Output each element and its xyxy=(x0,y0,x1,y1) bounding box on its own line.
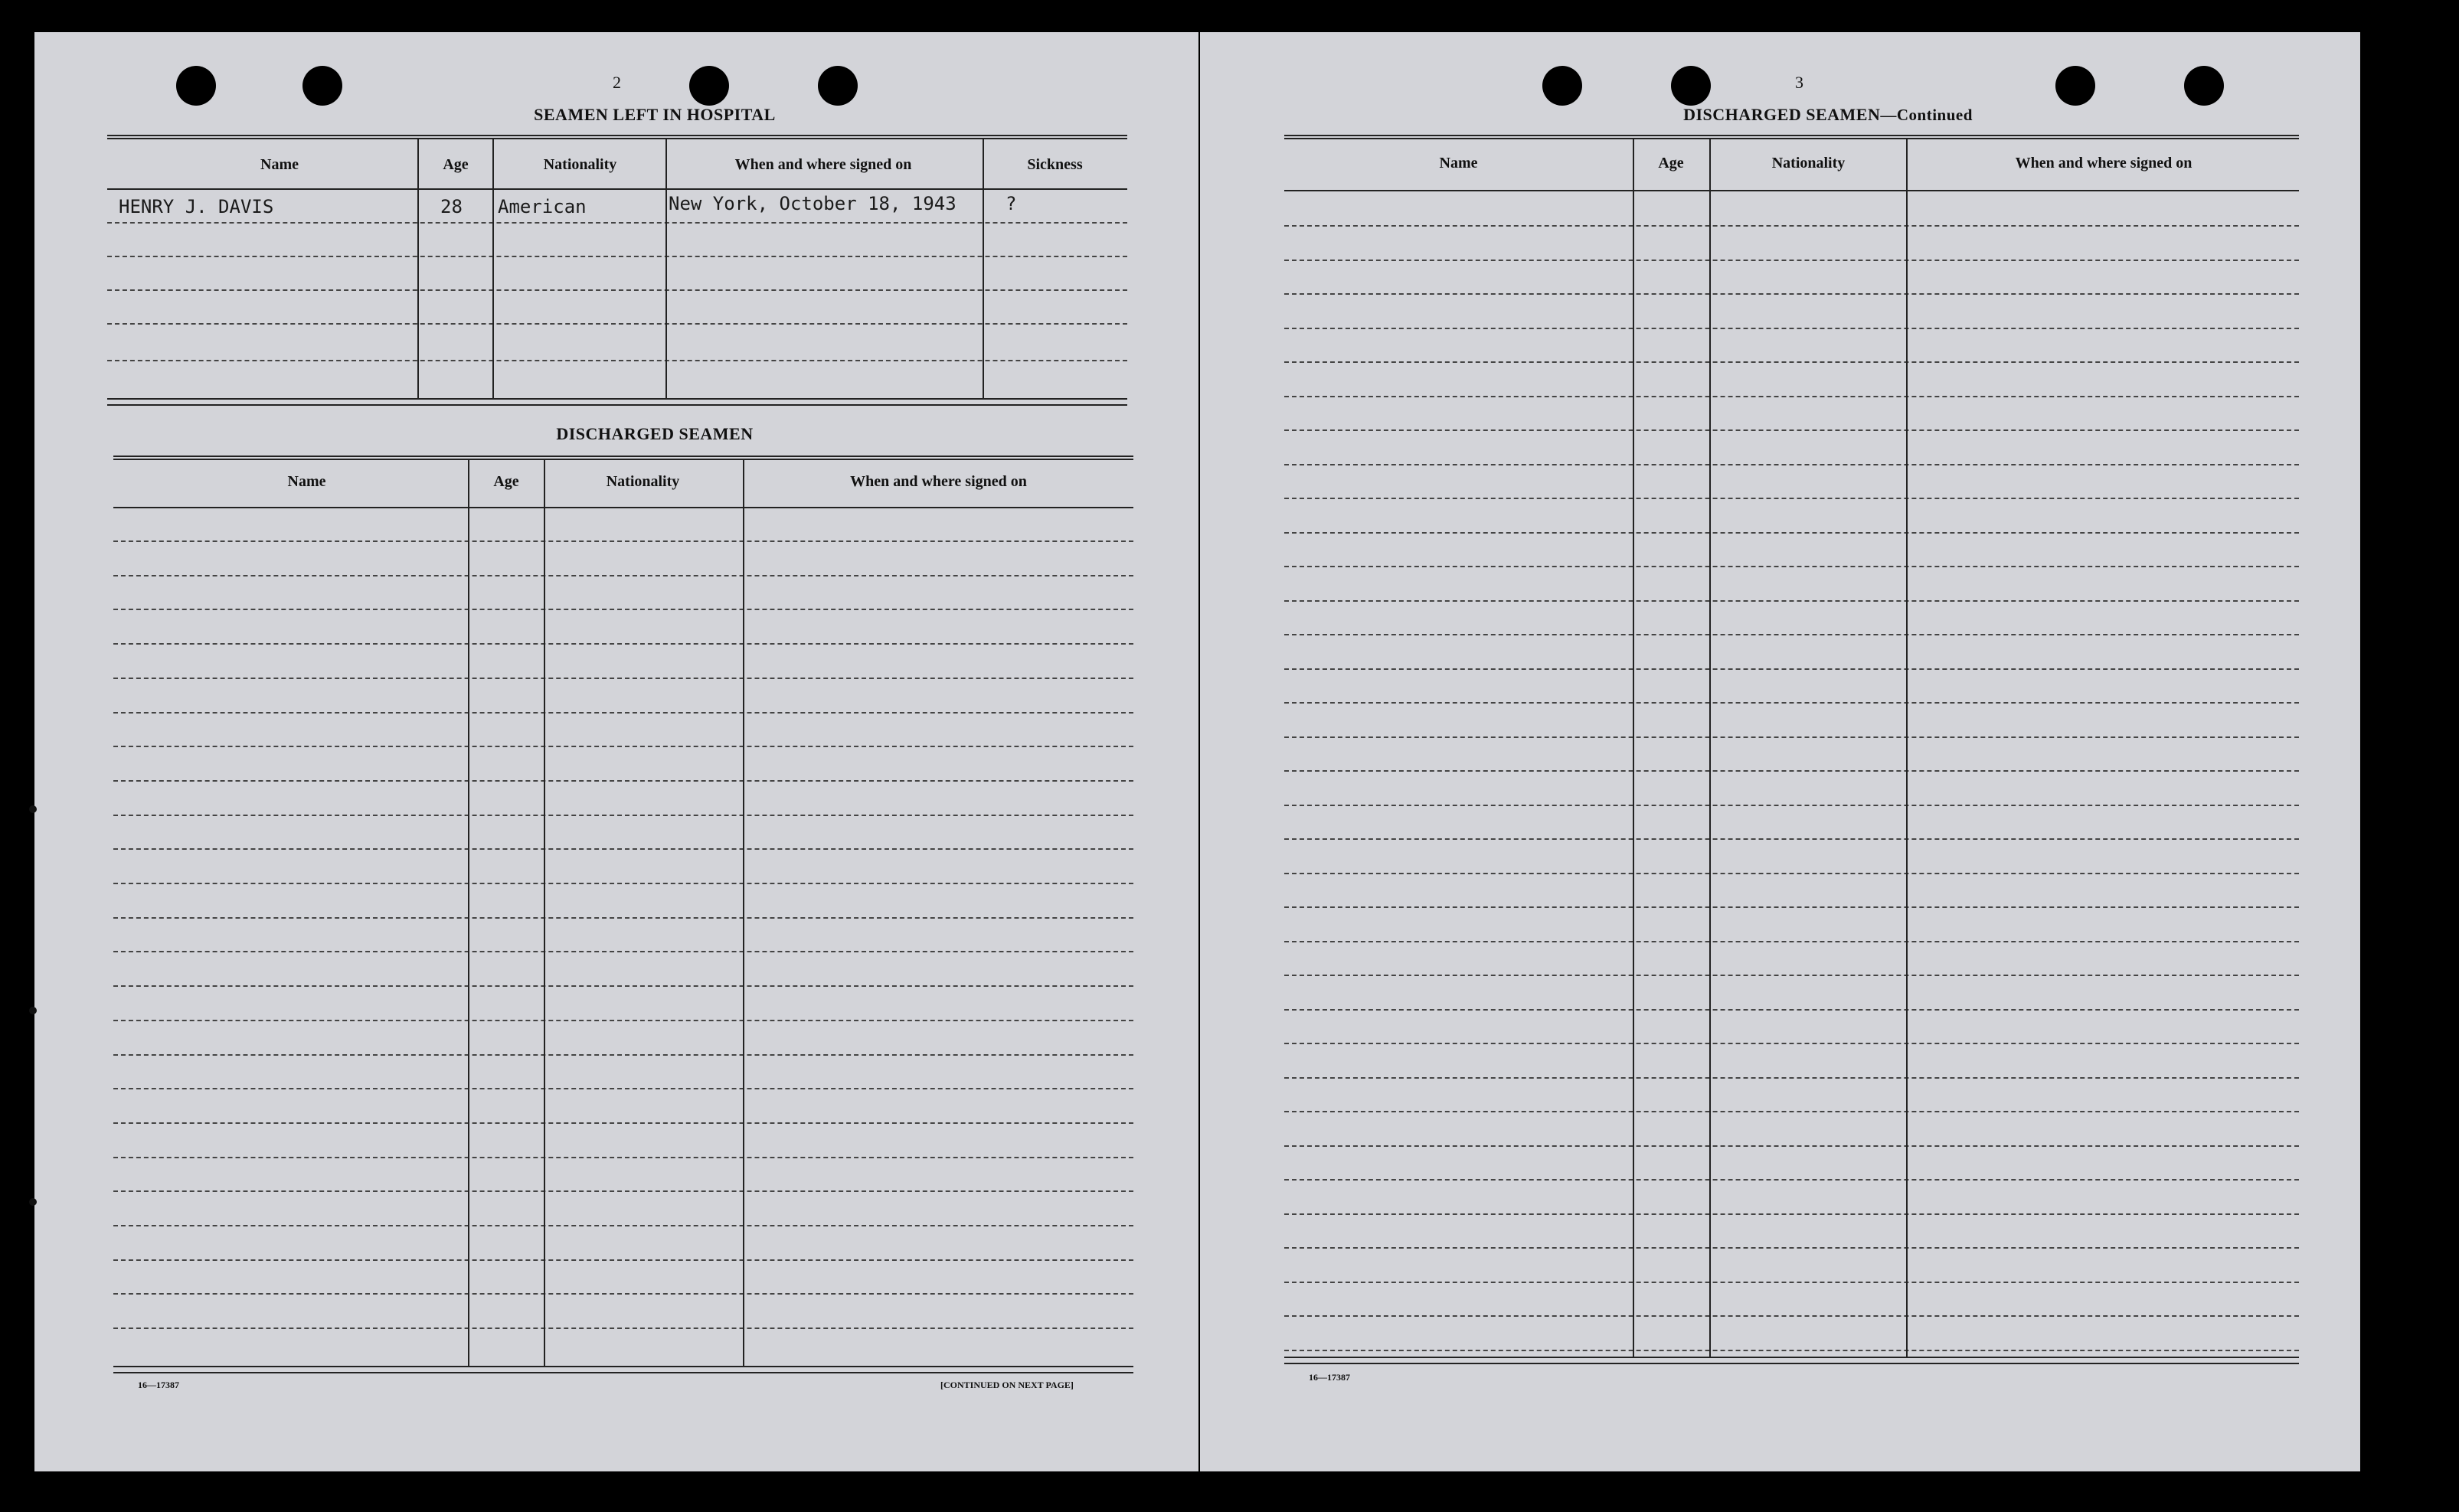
row-rule xyxy=(1284,770,2299,772)
entry-nationality: American xyxy=(498,196,587,217)
row-rule xyxy=(113,1293,1133,1295)
edge-mark xyxy=(29,1198,37,1206)
punch-hole xyxy=(2184,66,2224,106)
row-rule xyxy=(113,780,1133,782)
row-rule xyxy=(113,609,1133,610)
row-rule xyxy=(1284,1350,2299,1351)
row-rule xyxy=(113,746,1133,747)
row-rule xyxy=(113,883,1133,884)
header-rule xyxy=(107,188,1127,190)
table-bottom-rule xyxy=(107,398,1127,400)
column-header-name: Name xyxy=(287,473,326,490)
column-header-age: Age xyxy=(443,156,469,173)
column-divider xyxy=(983,139,984,398)
row-rule xyxy=(1284,906,2299,908)
row-rule xyxy=(1284,668,2299,670)
row-rule xyxy=(1284,293,2299,295)
column-divider xyxy=(1633,139,1634,1357)
column-divider xyxy=(665,139,667,398)
row-rule xyxy=(113,1327,1133,1329)
row-rule xyxy=(1284,1213,2299,1215)
row-rule xyxy=(1284,1145,2299,1147)
continued-note: [CONTINUED ON NEXT PAGE] xyxy=(940,1380,1074,1390)
column-header-name: Name xyxy=(1439,155,1478,171)
row-rule xyxy=(1284,702,2299,704)
table-bottom-rule xyxy=(1284,1357,2299,1358)
column-divider xyxy=(544,460,545,1366)
column-header-name: Name xyxy=(260,156,299,173)
column-divider xyxy=(468,460,469,1366)
edge-mark xyxy=(29,1007,37,1014)
row-rule xyxy=(113,643,1133,645)
row-rule xyxy=(113,848,1133,850)
row-rule xyxy=(1284,1077,2299,1079)
column-header-nationality: Nationality xyxy=(543,156,617,173)
row-rule xyxy=(113,1020,1133,1021)
discharged-continued-title xyxy=(1629,105,2027,125)
row-rule xyxy=(1284,634,2299,635)
row-rule xyxy=(1284,225,2299,227)
row-rule xyxy=(1284,873,2299,874)
punch-hole xyxy=(176,66,216,106)
row-rule xyxy=(1284,328,2299,329)
discharged-section-title: DISCHARGED SEAMEN xyxy=(556,424,754,443)
row-rule xyxy=(113,1225,1133,1226)
row-rule xyxy=(113,1190,1133,1192)
right-page xyxy=(1200,32,2360,1471)
column-header-signed-on: When and where signed on xyxy=(734,156,912,173)
row-rule xyxy=(1284,260,2299,261)
column-divider xyxy=(417,139,419,398)
entry-age: 28 xyxy=(440,196,463,217)
title-suffix: —Continued xyxy=(1880,106,1973,124)
row-rule xyxy=(113,540,1133,542)
table-bottom-rule xyxy=(113,1372,1133,1373)
column-divider xyxy=(492,139,494,398)
row-rule xyxy=(107,360,1127,361)
row-rule xyxy=(113,1088,1133,1089)
page-number: 3 xyxy=(1795,73,1803,92)
row-rule xyxy=(107,222,1127,224)
row-rule xyxy=(1284,736,2299,738)
punch-hole xyxy=(1542,66,1582,106)
row-rule xyxy=(1284,838,2299,840)
row-rule xyxy=(107,256,1127,257)
row-rule xyxy=(1284,1043,2299,1044)
row-rule xyxy=(1284,464,2299,465)
punch-hole xyxy=(1671,66,1711,106)
hospital-section-title: SEAMEN LEFT IN HOSPITAL xyxy=(534,105,776,124)
row-rule xyxy=(1284,805,2299,806)
table-top-rule xyxy=(107,135,1127,139)
form-number: 16—17387 xyxy=(138,1380,179,1390)
table-top-rule xyxy=(113,456,1133,460)
title-main: DISCHARGED SEAMEN xyxy=(1683,105,1881,124)
row-rule xyxy=(113,951,1133,952)
row-rule xyxy=(1284,1179,2299,1181)
punch-hole xyxy=(818,66,858,106)
header-rule xyxy=(1284,190,2299,191)
row-rule xyxy=(113,985,1133,987)
row-rule xyxy=(1284,566,2299,567)
table-bottom-rule xyxy=(1284,1363,2299,1364)
column-header-age: Age xyxy=(493,473,519,490)
header-rule xyxy=(113,507,1133,508)
column-divider xyxy=(743,460,744,1366)
entry-signed-on: New York, October 18, 1943 xyxy=(669,193,956,214)
row-rule xyxy=(1284,361,2299,363)
row-rule xyxy=(113,712,1133,714)
row-rule xyxy=(107,289,1127,291)
column-header-sickness: Sickness xyxy=(1027,156,1083,173)
column-header-nationality: Nationality xyxy=(606,473,680,490)
row-rule xyxy=(1284,1315,2299,1317)
entry-name: HENRY J. DAVIS xyxy=(119,196,274,217)
row-rule xyxy=(1284,1282,2299,1283)
page-number: 2 xyxy=(613,73,621,92)
row-rule xyxy=(1284,941,2299,942)
row-rule xyxy=(113,575,1133,576)
table-top-rule xyxy=(1284,135,2299,139)
row-rule xyxy=(113,815,1133,816)
row-rule xyxy=(1284,1009,2299,1011)
row-rule xyxy=(113,678,1133,679)
row-rule xyxy=(113,1157,1133,1158)
table-bottom-rule xyxy=(107,404,1127,406)
row-rule xyxy=(1284,975,2299,976)
form-number: 16—17387 xyxy=(1309,1372,1350,1383)
row-rule xyxy=(1284,396,2299,397)
edge-mark xyxy=(29,805,37,813)
column-divider xyxy=(1906,139,1908,1357)
row-rule xyxy=(1284,532,2299,534)
column-header-nationality: Nationality xyxy=(1771,155,1846,171)
punch-hole xyxy=(302,66,342,106)
row-rule xyxy=(1284,1111,2299,1112)
column-header-signed-on: When and where signed on xyxy=(850,473,1027,490)
row-rule xyxy=(1284,1247,2299,1249)
column-header-signed-on: When and where signed on xyxy=(2015,155,2192,171)
row-rule xyxy=(1284,600,2299,602)
row-rule xyxy=(1284,498,2299,499)
row-rule xyxy=(107,323,1127,325)
row-rule xyxy=(1284,429,2299,431)
left-page xyxy=(34,32,1198,1471)
row-rule xyxy=(113,1122,1133,1124)
row-rule xyxy=(113,917,1133,919)
column-divider xyxy=(1709,139,1711,1357)
entry-sickness: ? xyxy=(1006,193,1017,214)
table-bottom-rule xyxy=(113,1366,1133,1367)
column-header-age: Age xyxy=(1658,155,1684,171)
row-rule xyxy=(113,1054,1133,1056)
punch-hole xyxy=(2055,66,2095,106)
punch-hole xyxy=(689,66,729,106)
row-rule xyxy=(113,1259,1133,1261)
